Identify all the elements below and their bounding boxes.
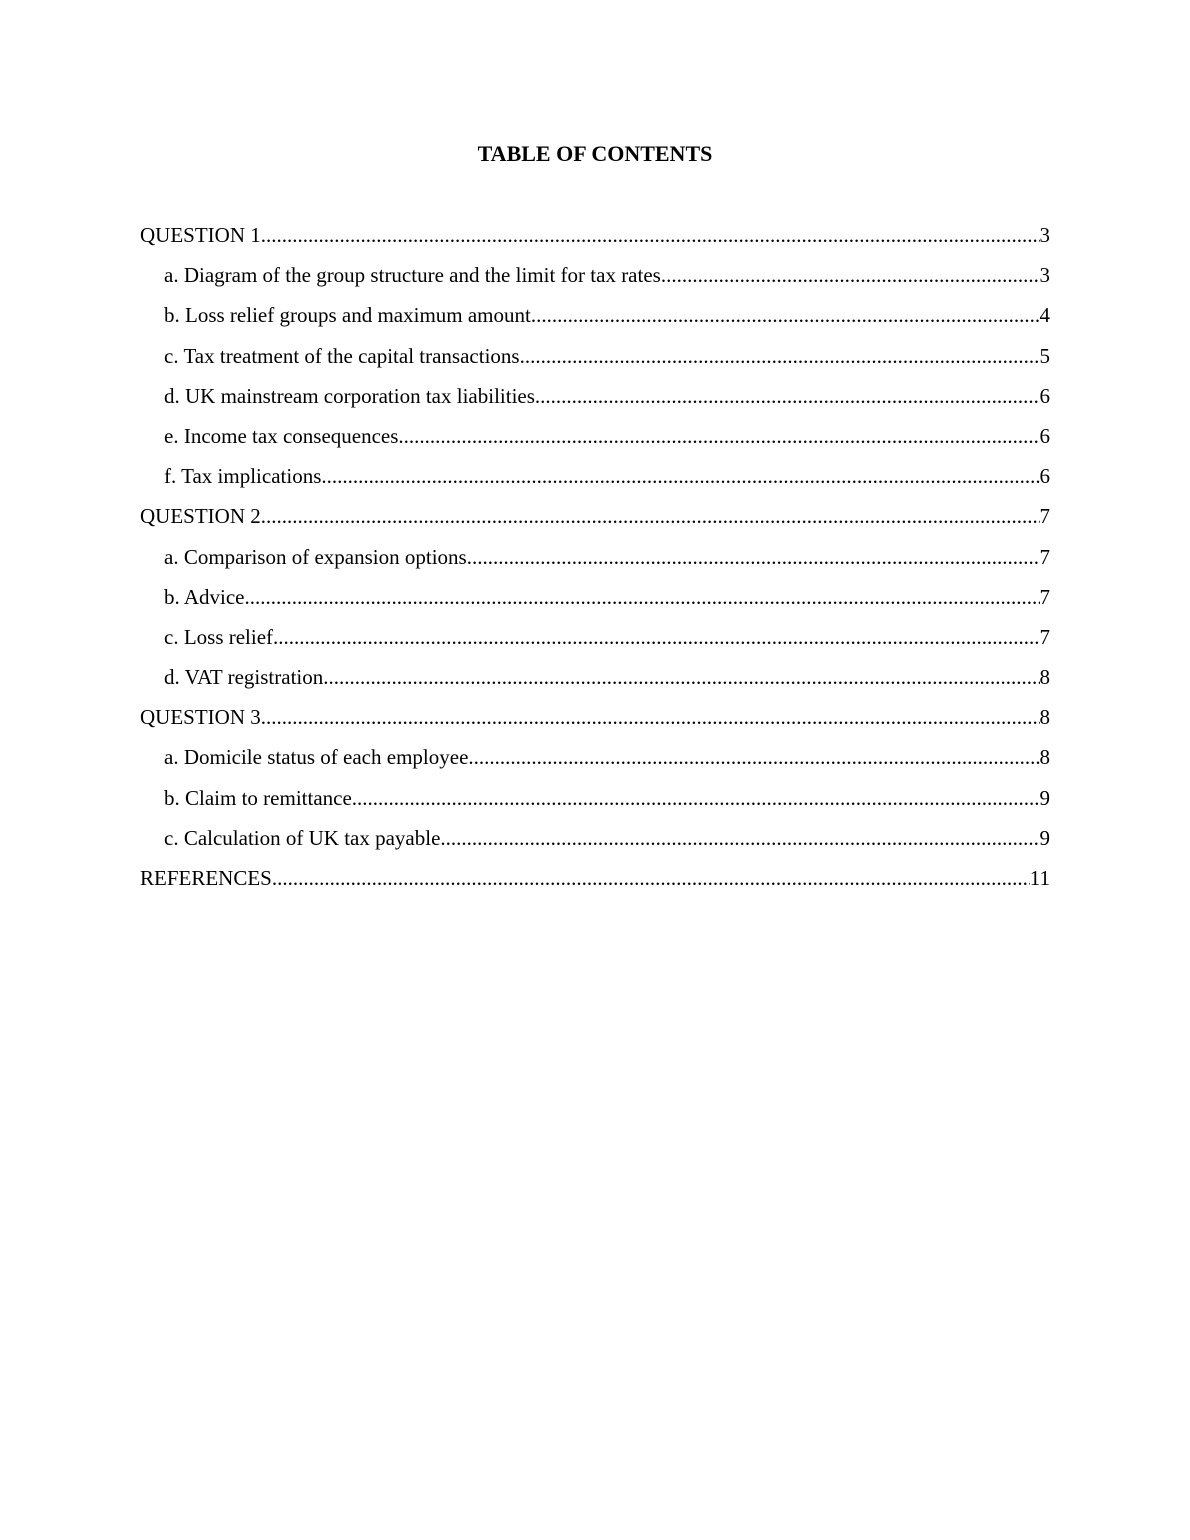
toc-page-number: 6 xyxy=(1039,383,1050,408)
toc-page-number: 7 xyxy=(1039,624,1050,649)
toc-entry[interactable] xyxy=(140,300,1050,340)
toc-entry[interactable] xyxy=(140,341,1050,381)
toc-entry-label: QUESTION 1 xyxy=(140,223,261,247)
toc-entry[interactable] xyxy=(140,742,1050,782)
toc-dot-leader xyxy=(467,542,1040,572)
toc-entry[interactable] xyxy=(140,501,1050,541)
toc-page-number: 3 xyxy=(1039,223,1050,247)
toc-dot-leader xyxy=(261,702,1040,732)
toc-entry-label: REFERENCES xyxy=(140,866,272,890)
toc-page-number: 7 xyxy=(1039,544,1050,569)
toc-entry[interactable] xyxy=(140,421,1050,461)
toc-entry-label: QUESTION 2 xyxy=(140,504,261,529)
toc-entry[interactable] xyxy=(140,542,1050,582)
toc-dot-leader xyxy=(321,461,1039,491)
toc-dot-leader xyxy=(244,582,1039,612)
toc-page-number: 7 xyxy=(1039,504,1050,529)
toc-dot-leader xyxy=(440,823,1039,853)
toc-entry-label: a. Comparison of expansion options xyxy=(164,544,467,569)
toc-dot-leader xyxy=(661,260,1040,290)
toc-entry[interactable] xyxy=(140,622,1050,662)
toc-dot-leader xyxy=(468,742,1039,772)
toc-entry-label: d. UK mainstream corporation tax liabilities xyxy=(164,383,535,408)
toc-entry-label: b. Loss relief groups and maximum amount xyxy=(164,303,531,328)
toc-dot-leader xyxy=(272,863,1030,893)
toc-page-number: 8 xyxy=(1039,665,1050,690)
toc-dot-leader xyxy=(261,220,1040,250)
toc-entry[interactable] xyxy=(140,582,1050,622)
toc-page-number: 8 xyxy=(1039,745,1050,770)
toc-page-number: 4 xyxy=(1039,303,1050,328)
toc-entry[interactable] xyxy=(140,220,1050,260)
toc-entry-label: a. Diagram of the group structure and the limit for tax rates xyxy=(164,263,661,288)
toc-entry-label: d. VAT registration xyxy=(164,665,324,690)
toc-page-number: 3 xyxy=(1039,263,1050,288)
toc-page-number: 6 xyxy=(1039,423,1050,448)
toc-entry[interactable] xyxy=(140,863,1050,903)
toc-dot-leader xyxy=(261,501,1040,531)
table-of-contents xyxy=(140,220,1050,903)
toc-page-number: 9 xyxy=(1039,825,1050,850)
toc-page-number: 9 xyxy=(1039,785,1050,810)
toc-entry[interactable] xyxy=(140,702,1050,742)
toc-page-number: 5 xyxy=(1039,343,1050,368)
toc-dot-leader xyxy=(352,783,1040,813)
toc-entry-label: b. Advice xyxy=(164,584,245,609)
toc-entry[interactable] xyxy=(140,260,1050,300)
toc-entry-label: f. Tax implications xyxy=(164,464,322,489)
toc-dot-leader xyxy=(520,341,1040,371)
toc-page-number: 11 xyxy=(1029,866,1050,890)
toc-dot-leader xyxy=(323,662,1039,692)
toc-page-number: 6 xyxy=(1039,464,1050,489)
toc-entry[interactable] xyxy=(140,662,1050,702)
toc-page-number: 8 xyxy=(1039,705,1050,730)
toc-entry-label: c. Tax treatment of the capital transactions xyxy=(164,343,520,368)
toc-dot-leader xyxy=(273,622,1039,652)
toc-entry[interactable] xyxy=(140,381,1050,421)
toc-entry-label: QUESTION 3 xyxy=(140,705,261,730)
toc-page-number: 7 xyxy=(1039,584,1050,609)
toc-entry-label: c. Loss relief xyxy=(164,624,274,649)
toc-dot-leader xyxy=(535,381,1040,411)
toc-entry-label: b. Claim to remittance xyxy=(164,785,352,810)
toc-dot-leader xyxy=(398,421,1039,451)
toc-entry[interactable] xyxy=(140,461,1050,501)
toc-entry-label: c. Calculation of UK tax payable xyxy=(164,825,441,850)
toc-entry[interactable] xyxy=(140,783,1050,823)
toc-dot-leader xyxy=(531,300,1040,330)
toc-entry[interactable] xyxy=(140,823,1050,863)
toc-entry-label: a. Domicile status of each employee xyxy=(164,745,469,770)
toc-entry-label: e. Income tax consequences xyxy=(164,423,399,448)
page-title: TABLE OF CONTENTS xyxy=(477,141,713,166)
